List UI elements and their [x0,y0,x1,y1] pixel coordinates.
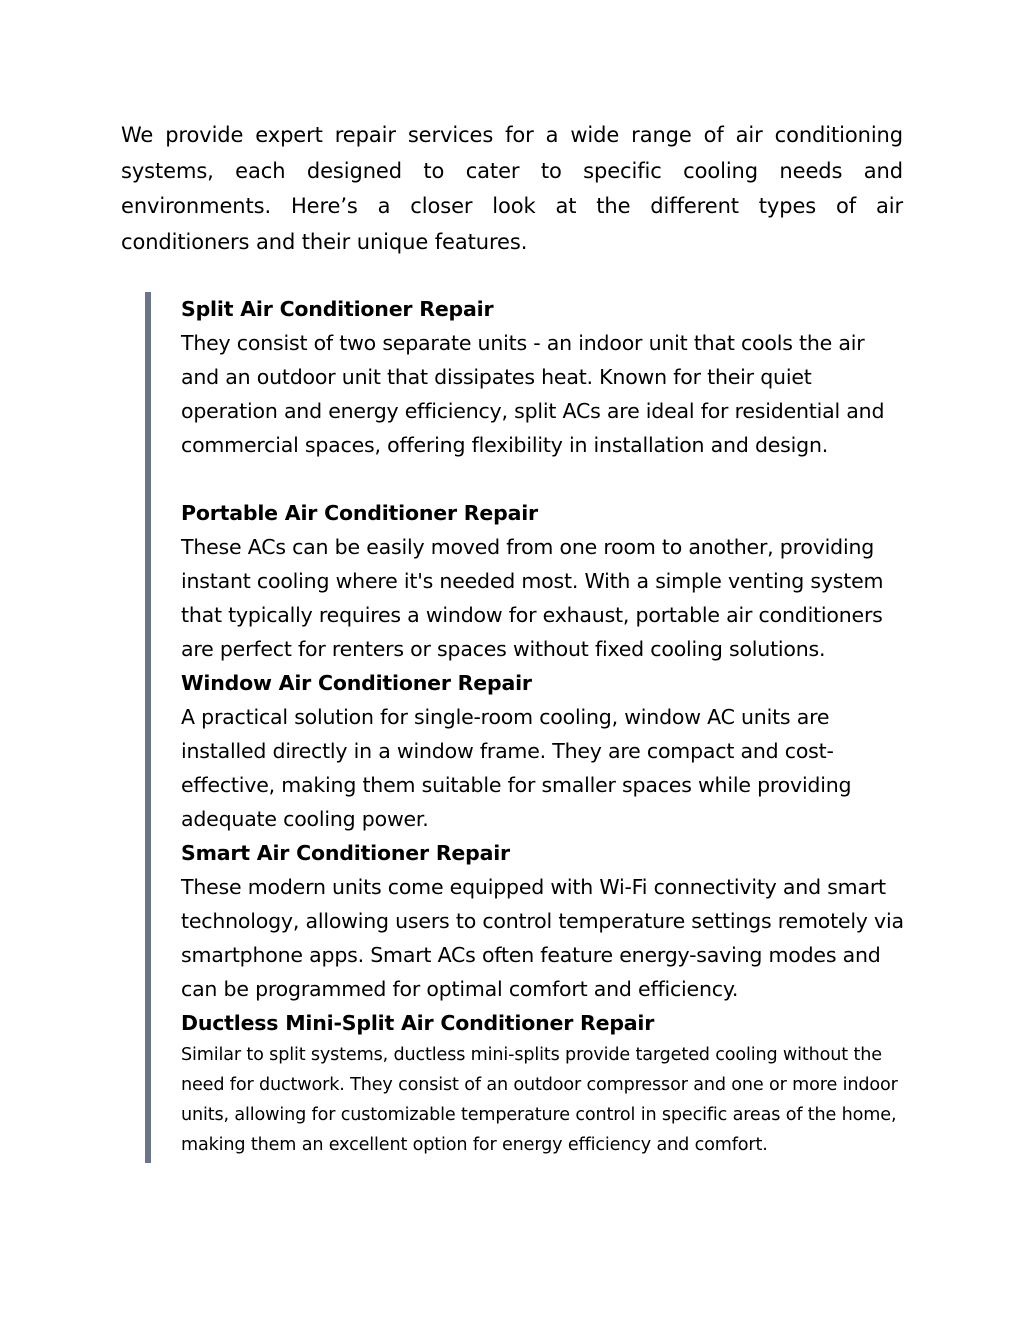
item-title-portable: Portable Air Conditioner Repair [181,501,538,525]
item-title-smart: Smart Air Conditioner Repair [181,841,510,865]
item-split [181,292,905,462]
item-text-ductless: Similar to split systems, ductless mini-splits provide targeted cooling without the need for ductwork. They consist of an outdoor compressor and one or more indoor units, allowing for customizable temperature control in specific areas of the home, making them an excellent option for energy efficiency and comfort. [181,1045,898,1155]
item-text-portable: These ACs can be easily moved from one room to another, providing instant cooling where it's needed most. With a simple venting system that typically requires a window for exhaust, portable air conditioners are perfect for renters or spaces without fixed cooling solutions. [181,535,884,661]
blockquote-content [181,292,905,1160]
item-title-ductless: Ductless Mini-Split Air Conditioner Repair [181,1011,655,1035]
item-portable [181,496,905,666]
blockquote-bar [145,292,151,1163]
spacer [181,462,905,496]
item-title-window: Window Air Conditioner Repair [181,671,532,695]
item-text-split: They consist of two separate units - an indoor unit that cools the air and an outdoor unit that dissipates heat. Known for their quiet operation and energy efficiency, split ACs are ideal for residential and commercial spaces, offering flexibility in installation and design. [181,331,885,457]
intro-paragraph: We provide expert repair services for a wide range of air conditioning systems, each designed to cater to specific cooling needs and environments. Here’s a closer look at the different types of air conditioners and their unique features. [121,123,903,254]
item-text-smart: These modern units come equipped with Wi-Fi connectivity and smart technology, allowing users to control temperature settings remotely via smartphone apps. Smart ACs often feature energy-saving modes and can be programmed for optimal comfort and efficiency. [181,875,904,1001]
item-title-split: Split Air Conditioner Repair [181,297,494,321]
ac-types-blockquote [145,292,905,1163]
item-ductless [181,1006,905,1160]
item-smart [181,836,905,1006]
item-window [181,666,905,836]
item-text-window: A practical solution for single-room cooling, window AC units are installed directly in a window frame. They are compact and cost-effective, making them suitable for smaller spaces while providing adequate cooling power. [181,705,852,831]
